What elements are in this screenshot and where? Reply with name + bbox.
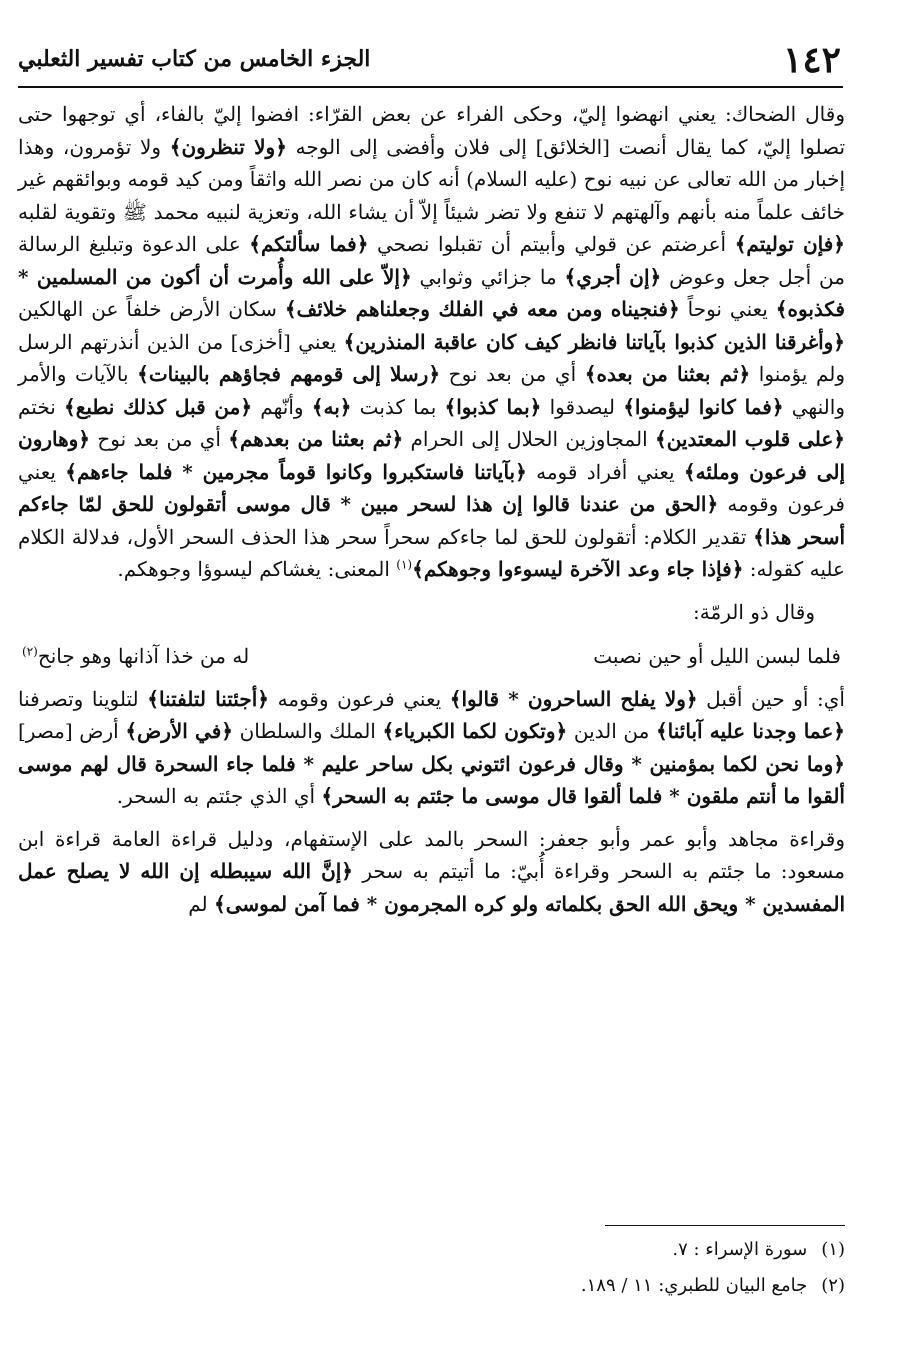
footnote-2 — [300, 1268, 845, 1304]
quran-quote: ﴿إلاّ على الله وأُمرت أن أكون من المسلمين * فكذبوه﴾ — [18, 264, 845, 321]
verse-second-hemistich: له من خذا آذانها وهو جانح$^{(٢)}$ — [22, 644, 250, 668]
footnote-1 — [300, 1232, 845, 1268]
quran-quote: ﴿على قلوب المعتدين﴾ — [654, 427, 845, 451]
quran-quote: ﴿فما كانوا ليؤمنوا﴾ — [623, 394, 784, 419]
header-divider — [18, 86, 843, 88]
quran-quote: ﴿ثم بعثنا من بعده﴾ — [584, 362, 751, 386]
quran-quote: ﴿ولا تنظرون﴾ — [169, 134, 287, 159]
commentary-text: المعنى: يغشاكم ليسوؤا وجوهكم. — [117, 557, 397, 581]
commentary-text: أي الذي جئتم به السحر. — [116, 784, 322, 808]
commentary-text: ليصدقوا — [541, 394, 624, 419]
commentary-text: بما كذبت — [351, 394, 445, 419]
commentary-text: سكان الأرض خلفاً عن الهالكين — [18, 297, 285, 321]
commentary-text: لتلوينا وتصرفنا — [18, 686, 148, 711]
quran-quote: ﴿بما كذبوا﴾ — [444, 394, 542, 419]
quran-quote: ﴿في الأرض﴾ — [125, 719, 233, 743]
commentary-text: وأنّهم — [252, 394, 312, 419]
footnote-number: (١) — [821, 1239, 845, 1260]
commentary-text: أي من بعد نوح — [90, 427, 229, 451]
quran-quote: ﴿وتكون لكما الكبرياء﴾ — [382, 719, 568, 743]
footnote-text: جامع البيان للطبري: ١١ / ١٨٩. — [580, 1275, 808, 1296]
quran-quote: ﴿وما نحن لكما بمؤمنين * وقال فرعون ائتوني بكل ساحر عليم * فلما جاء السحرة قال لهم موسى ألقوا ما أنتم ملقون * فلما ألقوا قال موسى ما جئتم به السحر﴾ — [18, 751, 845, 808]
commentary-text: وقراءة مجاهد وأبو عمر وأبو جعفر: السحر بالمد على الإستفهام، ودليل قراءة العامة قراءة ابن مسعود: ما جئتم به السحر وقراءة أُبيّ: ما أتيتم به سحر — [18, 826, 845, 883]
footnote-ref-2: (٢) — [22, 644, 38, 659]
page-number: ١٤٢ — [782, 39, 841, 81]
commentary-text: نختم — [18, 394, 64, 419]
commentary-text: يعني أفراد قومه — [526, 459, 684, 484]
footnote-divider — [605, 1225, 845, 1226]
quran-quote: ﴿رسلا إلى قومهم فجاؤهم بالبينات﴾ — [137, 362, 441, 386]
commentary-text: الملك والسلطان — [233, 719, 383, 743]
quran-quote: ﴿من قبل كذلك نطبع﴾ — [64, 394, 253, 419]
quran-quote: ﴿وأغرقنا الذين كذبوا بآياتنا فانظر كيف كان عاقبة المنذرين﴾ — [343, 329, 846, 354]
quran-quote: ﴿فنجيناه ومن معه في الفلك وجعلناهم خلائف﴾ — [284, 297, 680, 321]
paragraph-4 — [18, 823, 845, 921]
commentary-text: وقال ذو الرمّة: — [693, 599, 815, 624]
commentary-text: أي من بعد نوح — [440, 362, 585, 386]
commentary-text: وقال الضحاك: يعني انهضوا إليّ، وحكى الفراء عن بعض القرّاء: افضوا إليّ بالفاء، أي توجهوا حتى تصلوا إليّ، كما يقال أنصت [الخلائق] إلى فلان وأفضى إلى الوجه — [18, 102, 846, 159]
commentary-text: يعني نوحاً — [679, 297, 776, 321]
commentary-text: لم — [188, 891, 214, 916]
quran-quote: ﴿إنَّ الله سيبطله إن الله لا يصلح عمل المفسدين * ويحق الله الحق بكلماته ولو كره المجرمون * فما آمن لموسى﴾ — [18, 859, 845, 916]
quran-quote: ﴿فإذا جاء وعد الآخرة ليسوءوا وجوهكم﴾ — [412, 557, 744, 581]
commentary-text: أعرضتم عن قولي وأبيتم أن تقبلوا نصحي — [368, 232, 735, 256]
commentary-text: يعني فرعون وقومه — [269, 686, 450, 711]
verse-first-hemistich: فلما لبسن الليل أو حين نصبت — [593, 644, 841, 668]
quran-quote: ﴿ولا يفلح الساحرون * قالوا﴾ — [449, 686, 698, 711]
commentary-text: من الدين — [567, 719, 656, 743]
commentary-text: ما جزائي وثوابي — [411, 264, 565, 289]
commentary-text: أي: أو حين أقبل — [697, 686, 845, 711]
running-title: الجزء الخامس من كتاب تفسير الثعلبي — [18, 46, 371, 72]
footnote-ref: (١) — [396, 557, 413, 572]
footnotes — [300, 1232, 845, 1304]
quran-quote: ﴿به﴾ — [311, 394, 352, 419]
page-header — [18, 38, 841, 88]
quran-quote: ﴿فإن توليتم﴾ — [734, 232, 846, 256]
quran-quote: ﴿إن أجري﴾ — [564, 264, 662, 289]
footnote-number: (٢) — [821, 1275, 845, 1296]
poetry-verse — [18, 640, 845, 673]
footnote-text: سورة الإسراء : ٧. — [672, 1239, 808, 1260]
main-text — [18, 98, 845, 920]
quran-quote: ﴿عما وجدنا عليه آبائنا﴾ — [655, 719, 846, 743]
commentary-text: أرض [مصر] — [18, 719, 126, 743]
commentary-text: يعني فرعون وقومه — [18, 459, 845, 516]
commentary-text: يعني [أخزى] من الذين أنذرتهم الرسل ولم يؤمنوا — [18, 329, 846, 386]
quran-quote: ﴿الحق من عندنا قالوا إن هذا لسحر مبين * قال موسى أتقولون للحق لمّا جاءكم أسحر هذا﴾ — [18, 492, 846, 549]
quran-quote: ﴿أجئتنا لتلفتنا﴾ — [147, 686, 269, 711]
paragraph-3 — [18, 683, 845, 813]
commentary-text: تقدير الكلام: أتقولون للحق لما جاءكم سحراً سحر هذا الحذف السحر الأول، فدلالة الكلام عليه كقوله: — [18, 524, 845, 581]
paragraph-1 — [18, 98, 845, 586]
paragraph-2 — [18, 596, 845, 629]
commentary-text: المجاوزين الحلال إلى الحرام — [403, 427, 655, 451]
commentary-text: على الدعوة وتبليغ الرسالة من أجل جعل وعوض — [18, 232, 845, 289]
quran-quote: ﴿ثم بعثنا من بعدهم﴾ — [228, 427, 404, 451]
commentary-text: بالآيات والأمر والنهي — [18, 362, 845, 419]
quran-quote: ﴿وهارون إلى فرعون وملئه﴾ — [18, 427, 846, 484]
quran-quote: ﴿بآياتنا فاستكبروا وكانوا قوماً مجرمين * فلما جاءهم﴾ — [65, 459, 527, 484]
commentary-text: ولا تؤمرون، وهذا إخبار من الله تعالى عن نبيه نوح (عليه السلام) أنه كان من نصر الله واثقاً ومن كيد قومه وبوائقهم غير خائف علماً منه بأنهم وآلهتهم لا تنفع ولا تضر شيئاً إلاّ أن يشاء الله، وتعزية لنبيه محمد ﷺ وتقوية لقلبه — [18, 134, 845, 224]
quran-quote: ﴿فما سألتكم﴾ — [249, 232, 369, 256]
